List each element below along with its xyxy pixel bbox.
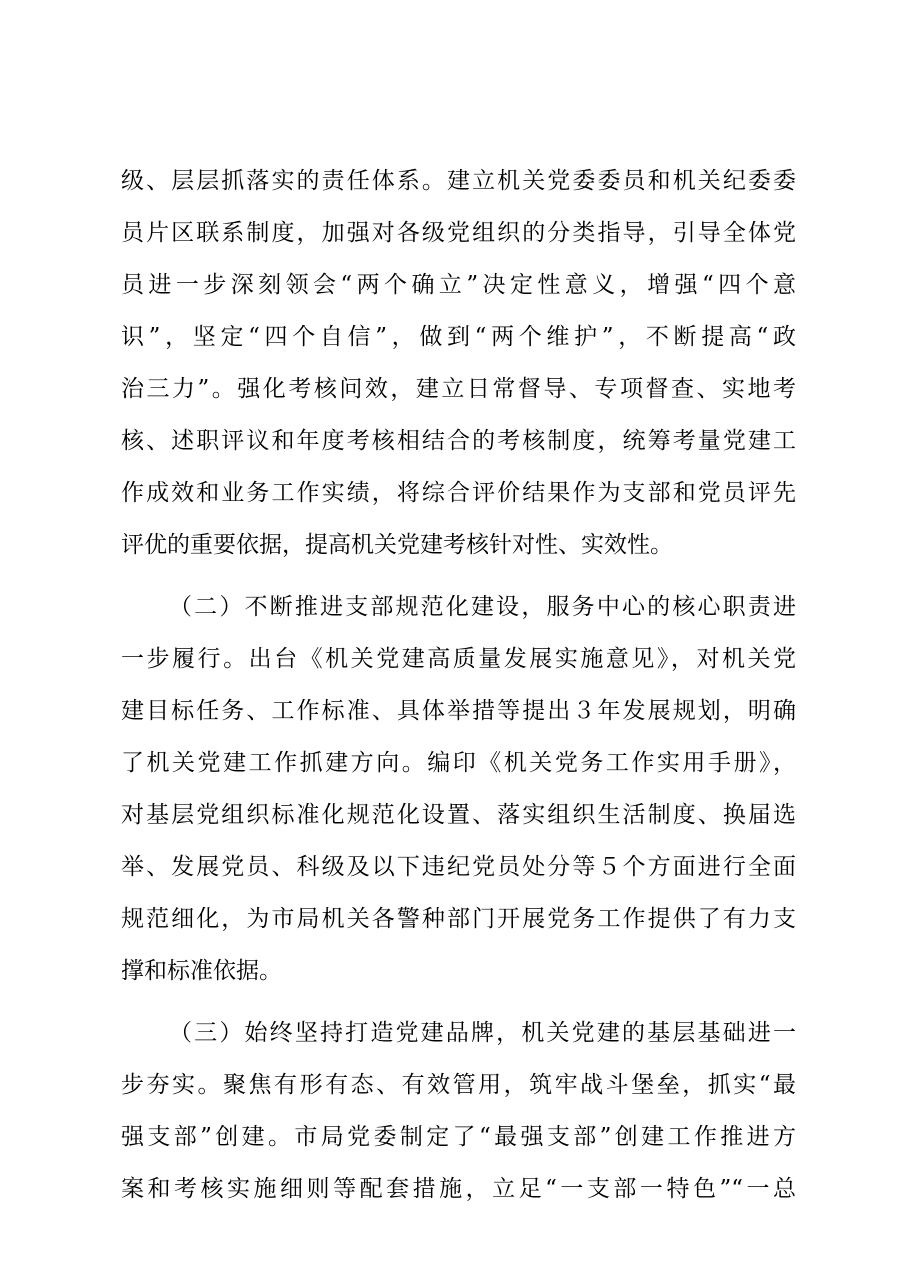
text-line: 了机关党建工作抓建方向。编印《机关党务工作实用手册》， (121, 750, 796, 776)
paragraph-2 (121, 581, 796, 997)
text-line: 评优的重要依据，提高机关党建考核针对性、实效性。 (121, 532, 673, 558)
text-line: 员片区联系制度，加强对各级党组织的分类指导，引导全体党 (121, 220, 796, 246)
text-line: 级、层层抓落实的责任体系。建立机关党委委员和机关纪委委 (121, 168, 796, 194)
text-line: （二）不断推进支部规范化建设，服务中心的核心职责进 (169, 594, 796, 620)
text-line: 员进一步深刻领会“两个确立”决定性意义，增强“四个意 (121, 272, 796, 298)
document-body (121, 155, 796, 1215)
paragraph-3 (121, 1007, 796, 1215)
text-line: 举、发展党员、科级及以下违纪党员处分等５个方面进行全面 (121, 854, 796, 880)
text-line: 一步履行。出台《机关党建高质量发展实施意见》，对机关党 (121, 646, 796, 672)
text-line: 建目标任务、工作标准、具体举措等提出３年发展规划，明确 (121, 698, 796, 724)
text-line: 识”，坚定“四个自信”，做到“两个维护”，不断提高“政 (121, 324, 796, 350)
text-line: 案和考核实施细则等配套措施，立足“一支部一特色”“一总 (121, 1176, 796, 1202)
text-line: 步夯实。聚焦有形有态、有效管用，筑牢战斗堡垒，抓实“最 (121, 1072, 796, 1098)
text-line: 对基层党组织标准化规范化设置、落实组织生活制度、换届选 (121, 802, 796, 828)
text-line: 撑和标准依据。 (121, 958, 282, 984)
text-line: 治三力”。强化考核问效，建立日常督导、专项督查、实地考 (121, 376, 796, 402)
text-line: 规范细化，为市局机关各警种部门开展党务工作提供了有力支 (121, 906, 796, 932)
paragraph-1 (121, 155, 796, 571)
text-line: 核、述职评议和年度考核相结合的考核制度，统筹考量党建工 (121, 428, 796, 454)
text-line: 强支部”创建。市局党委制定了“最强支部”创建工作推进方 (121, 1124, 796, 1150)
text-line: （三）始终坚持打造党建品牌，机关党建的基层基础进一 (169, 1020, 796, 1046)
text-line: 作成效和业务工作实绩，将综合评价结果作为支部和党员评先 (121, 480, 796, 506)
